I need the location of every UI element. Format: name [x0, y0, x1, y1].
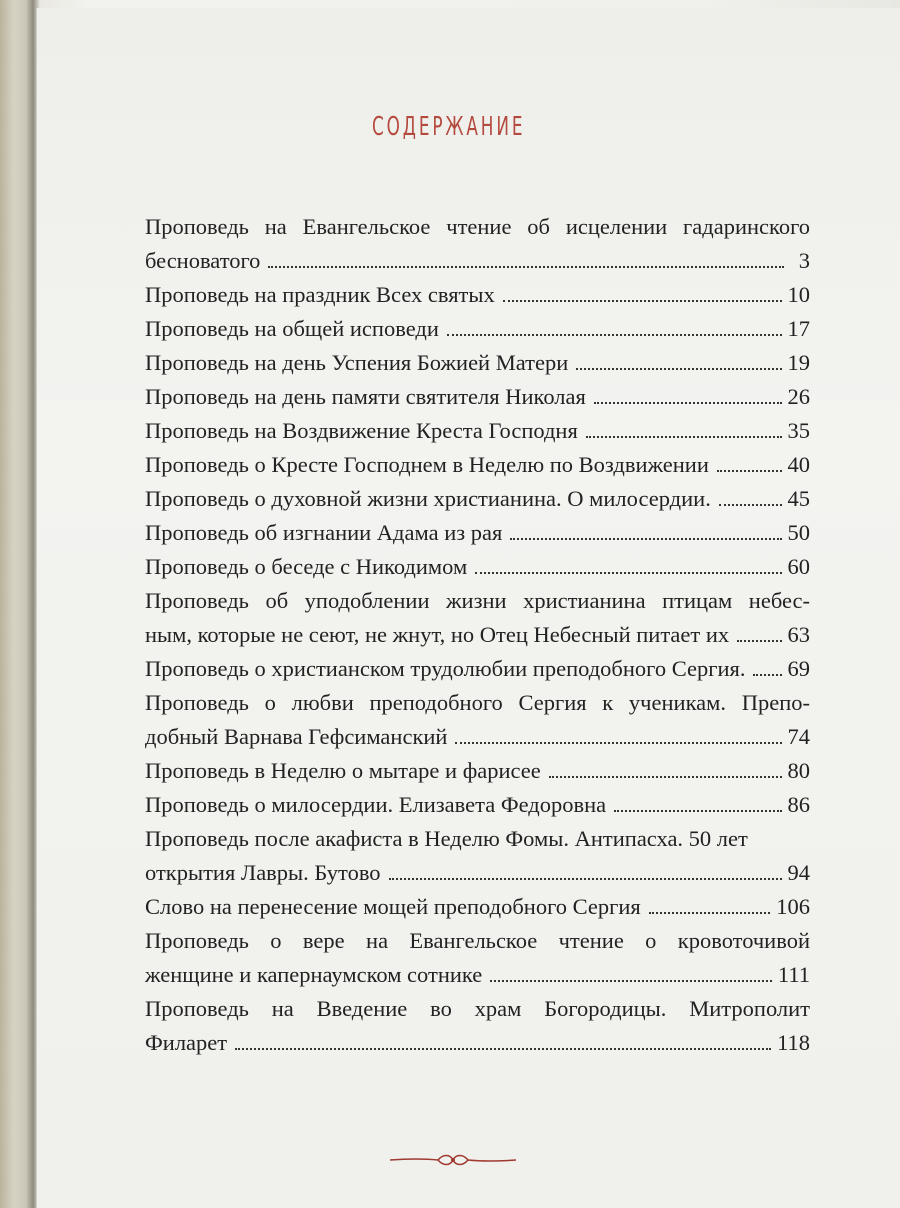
page-number: 74 — [787, 724, 810, 749]
toc-entry-text: Проповедь на Евангельское чтение об исцелении гадаринского — [145, 214, 810, 239]
toc-entry — [145, 516, 810, 550]
toc-entry-text: Проповедь о духовной жизни христианина. О милосердии. — [145, 486, 711, 511]
toc-entry-text: Проповедь на Воздвижение Креста Господня — [145, 418, 578, 443]
leader-dots — [717, 470, 782, 472]
page-number: 17 — [787, 316, 810, 341]
toc-entry — [145, 686, 810, 754]
toc-entry — [145, 346, 810, 380]
toc-entry — [145, 992, 810, 1060]
toc-entry — [145, 550, 810, 584]
toc-entry — [145, 584, 810, 652]
page-number: 45 — [787, 486, 810, 511]
toc-entry-text: открытия Лавры. Бутово — [145, 860, 381, 885]
toc-entry-text: Проповедь на день памяти святителя Николая — [145, 384, 586, 409]
toc-entry-text: Проповедь в Неделю о мытаре и фарисее — [145, 758, 541, 783]
toc-entry-text: Проповедь на праздник Всех святых — [145, 282, 495, 307]
page-number: 111 — [777, 962, 810, 987]
leader-dots — [594, 402, 782, 404]
leader-dots — [649, 912, 770, 914]
toc-entry-text: ным, которые не сеют, не жнут, но Отец Небесный питает их — [145, 622, 730, 647]
leader-dots — [753, 674, 781, 676]
page-number: 50 — [787, 520, 810, 545]
toc-entry-text: Проповедь о любви преподобного Сергия к ученикам. Препо- — [145, 690, 810, 715]
leader-dots — [475, 572, 781, 574]
leader-dots — [510, 538, 781, 540]
page-number: 106 — [776, 894, 810, 919]
leader-dots — [586, 436, 782, 438]
page-number: 19 — [787, 350, 810, 375]
toc-entry — [145, 924, 810, 992]
page-number: 40 — [787, 452, 810, 477]
leader-dots — [614, 810, 781, 812]
toc-entry-text: Проповедь о вере на Евангельское чтение о кровоточивой — [145, 928, 810, 953]
toc-entry-text: Проповедь на Введение во храм Богородицы. Митрополит — [145, 996, 810, 1021]
page-number: 26 — [787, 384, 810, 409]
toc-entry-text: Проповедь об изгнании Адама из рая — [145, 520, 503, 545]
page-number: 69 — [787, 656, 810, 681]
page-number: 3 — [798, 248, 810, 273]
page-number: 86 — [787, 792, 810, 817]
toc-entry-text: Слово на перенесение мощей преподобного Сергия — [145, 894, 641, 919]
leader-dots — [455, 742, 781, 744]
toc-entry — [145, 652, 810, 686]
leader-dots — [576, 368, 781, 370]
leader-dots — [503, 300, 782, 302]
leader-dots — [719, 504, 782, 506]
toc-entry-text: Проповедь о милосердии. Елизавета Федоровна — [145, 792, 607, 817]
toc-entry — [145, 822, 810, 890]
toc-entry-text: Проповедь на день Успения Божией Матери — [145, 350, 569, 375]
toc-entry — [145, 788, 810, 822]
toc-entry-text: Филарет — [145, 1030, 228, 1055]
page-title: СОДЕРЖАНИЕ — [372, 112, 526, 142]
toc-entry-text: Проповедь на общей исповеди — [145, 316, 439, 341]
leader-dots — [268, 266, 784, 268]
toc-entry-text: добный Варнава Гефсиманский — [145, 724, 448, 749]
toc-entry — [145, 890, 810, 924]
page-number: 35 — [787, 418, 810, 443]
toc-entry — [145, 312, 810, 346]
toc-entry — [145, 448, 810, 482]
toc-entry-text: Проповедь о христианском трудолюбии преподобного Сергия. — [145, 656, 746, 681]
leader-dots — [447, 334, 782, 336]
toc-entry — [145, 754, 810, 788]
toc-entry-text: Проповедь после акафиста в Неделю Фомы. Антипасха. 50 лет — [145, 826, 748, 851]
toc-entry — [145, 210, 810, 278]
page-number: 60 — [787, 554, 810, 579]
toc-entry-text: Проповедь о беседе с Никодимом — [145, 554, 468, 579]
page-number: 118 — [777, 1030, 810, 1055]
leader-dots — [549, 776, 782, 778]
toc-entry-text: Проповедь об уподоблении жизни христианина птицам небес- — [145, 588, 810, 613]
toc-entry — [145, 278, 810, 312]
leader-dots — [389, 878, 782, 880]
table-of-contents — [145, 210, 810, 1060]
leader-dots — [490, 980, 772, 982]
decorative-ornament-icon — [388, 1152, 518, 1168]
page-number: 94 — [787, 860, 810, 885]
page-number: 10 — [787, 282, 810, 307]
toc-entry — [145, 482, 810, 516]
toc-entry-text: Проповедь о Кресте Господнем в Неделю по Воздвижении — [145, 452, 709, 477]
page-number: 80 — [787, 758, 810, 783]
toc-entry-text: женщине и капернаумском сотнике — [145, 962, 483, 987]
toc-entry — [145, 414, 810, 448]
leader-dots — [737, 640, 781, 642]
toc-entry — [145, 380, 810, 414]
toc-entry-text: бесноватого — [145, 248, 261, 273]
leader-dots — [235, 1048, 771, 1050]
page-number: 63 — [787, 622, 810, 647]
